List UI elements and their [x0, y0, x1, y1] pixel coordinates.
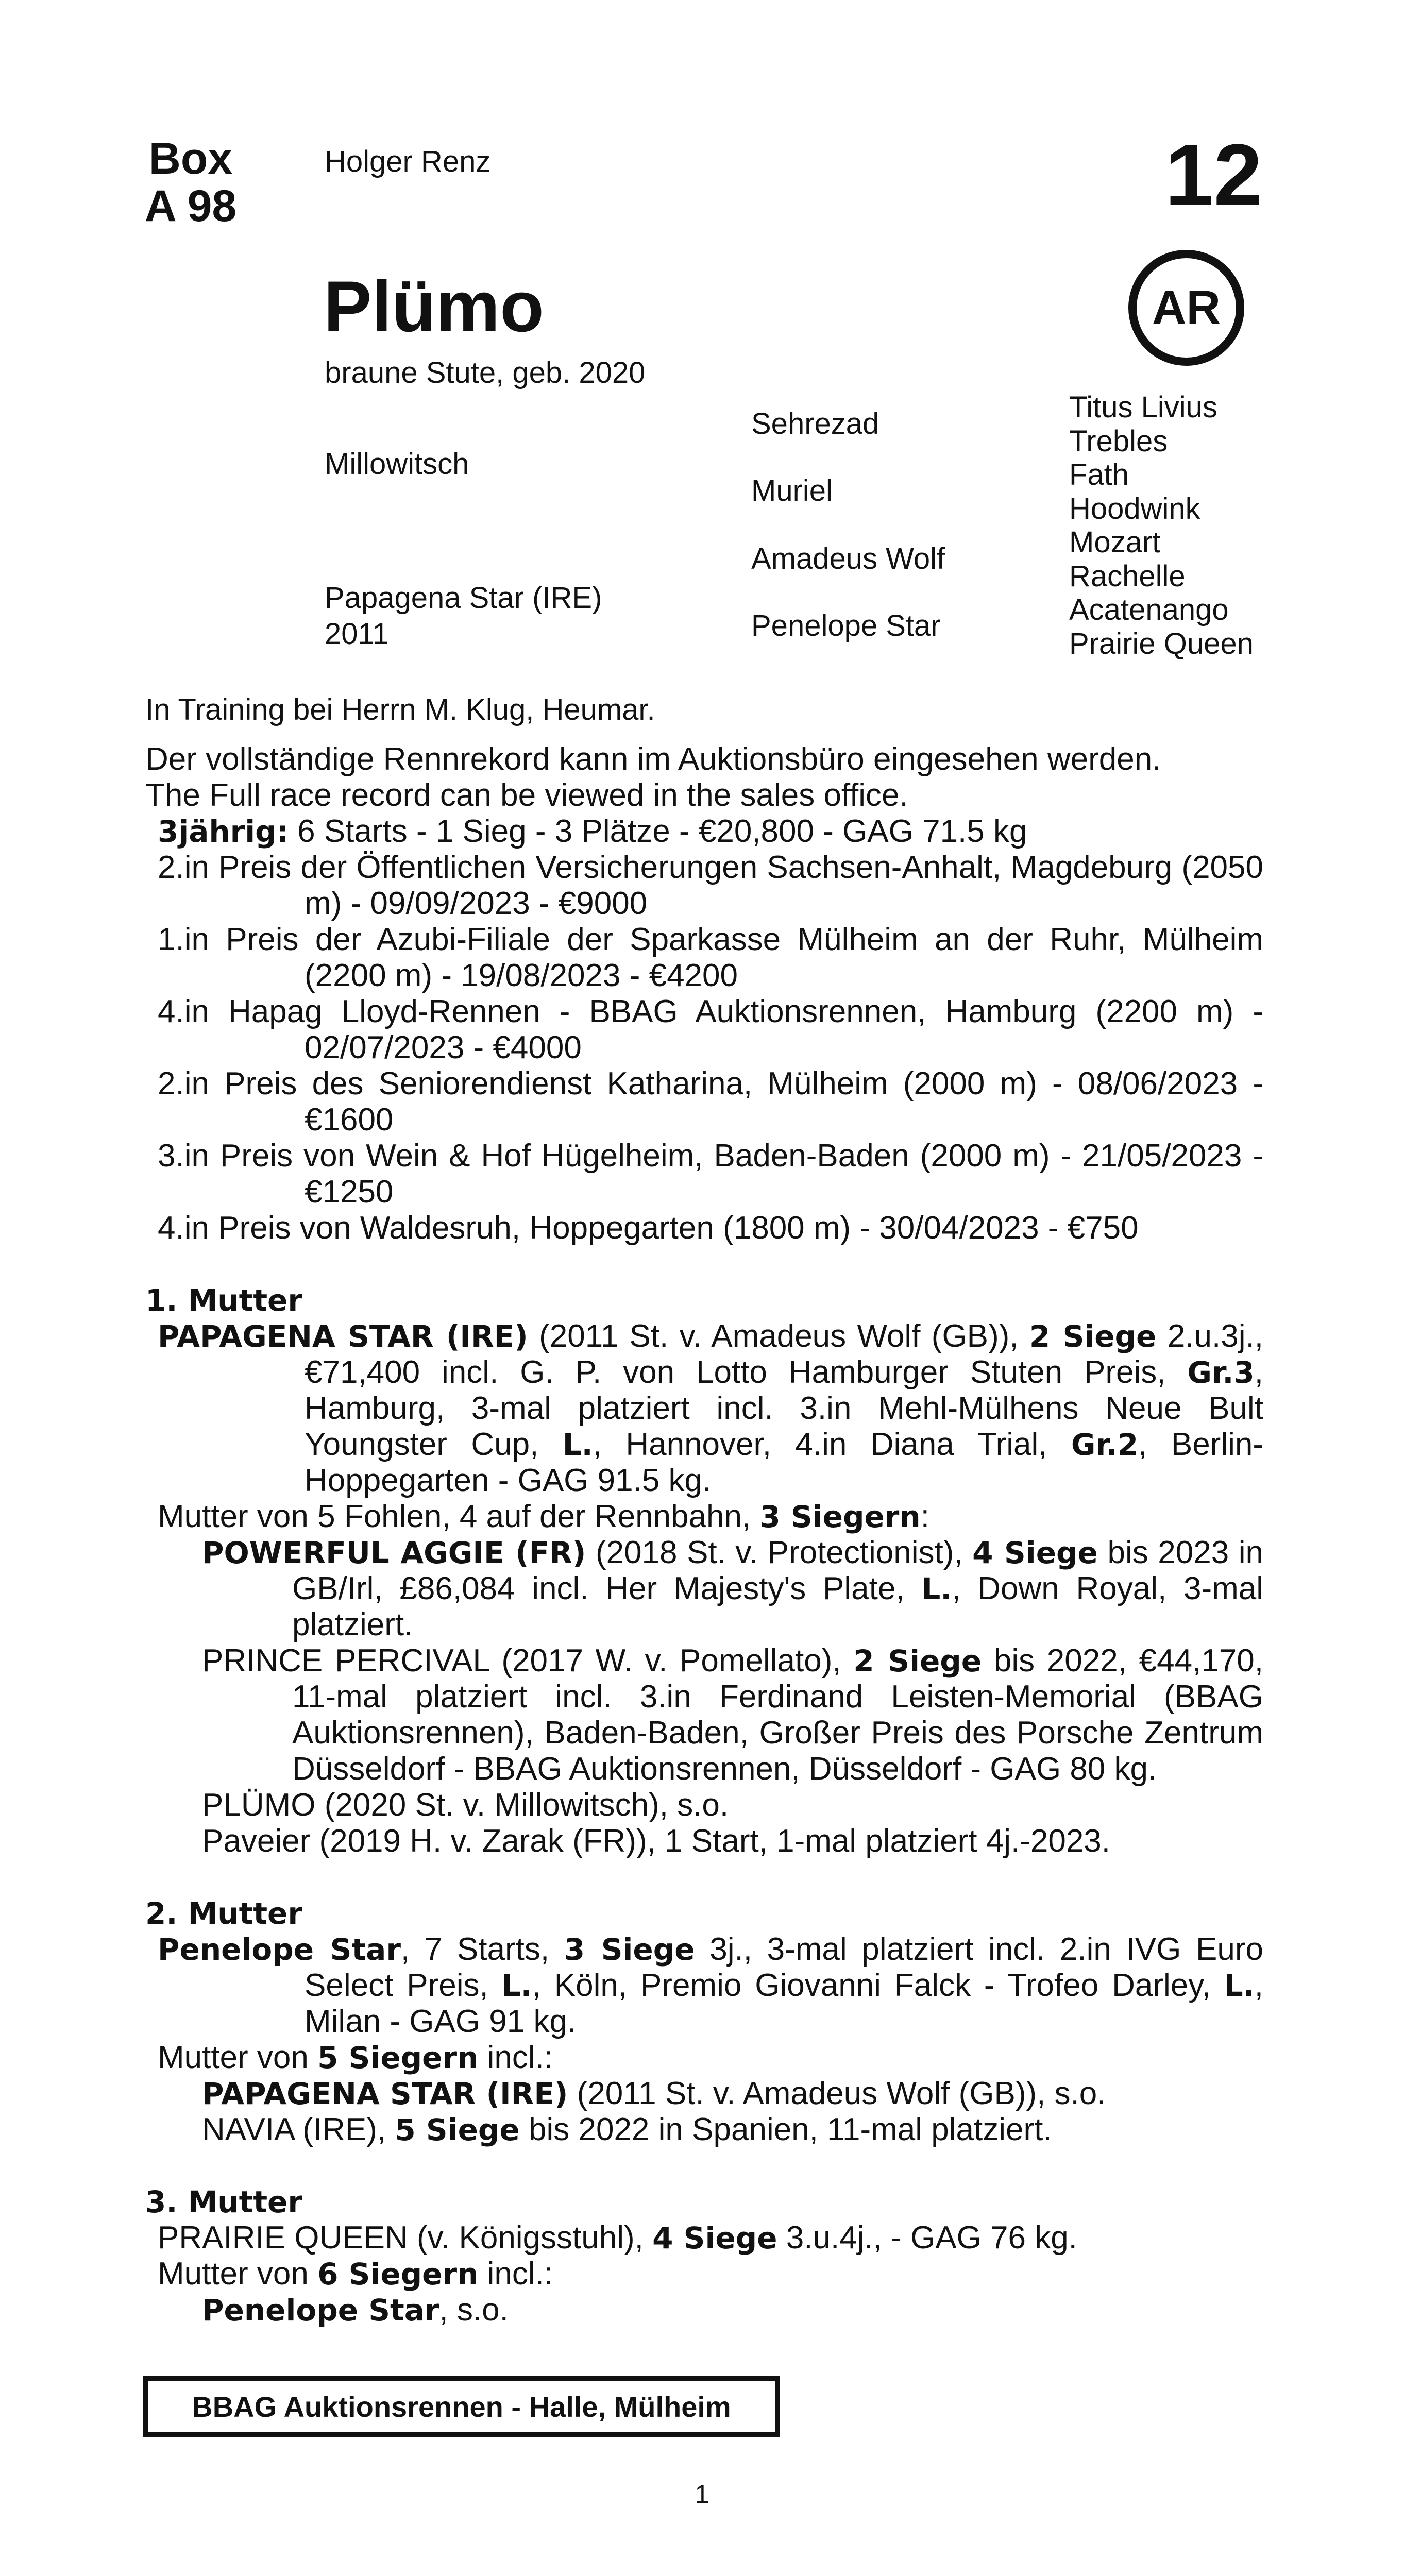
box-label — [131, 135, 250, 230]
record-note-de: Der vollständige Rennrekord kann im Auktionsbüro eingesehen werden. — [145, 741, 1161, 777]
text-segment: bis 2023 in GB/Irl, £86,084 incl. Her Majesty's Plate, — [292, 1535, 1263, 1606]
text-segment: Mutter von 5 Fohlen, 4 auf der Rennbahn, — [158, 1499, 760, 1534]
pedigree-grandparent: Sehrezad — [751, 407, 879, 440]
text-segment: , s.o. — [439, 2292, 509, 2328]
pedigree-grandparent: Muriel — [751, 474, 833, 507]
race-result: 3.in Preis von Wein & Hof Hügelheim, Baden-Baden (2000 m) - 21/05/2023 - €1250 — [158, 1138, 1263, 1210]
text-segment: , Milan - GAG 91 kg. — [305, 1968, 1263, 2039]
box-label-line-1: Box — [148, 134, 233, 183]
race-result: 2.in Preis der Öffentlichen Versicherungen Sachsen-Anhalt, Magdeburg (2050 m) - 09/09/2023 - €9000 — [158, 850, 1263, 921]
pedigree-dam: Papagena Star (IRE) — [325, 581, 602, 615]
first-dam-heading: 1. Mutter — [145, 1283, 302, 1318]
race-result: 2.in Preis des Seniorendienst Katharina, Mülheim (2000 m) - 08/06/2023 - €1600 — [158, 1066, 1263, 1138]
text-segment: , Köln, Premio Giovanni Falck - Trofeo Darley, — [532, 1968, 1224, 2003]
first-dam-entry — [158, 1318, 1263, 1499]
seller-name: Holger Renz — [325, 145, 491, 178]
text-segment: PRAIRIE QUEEN (v. Königsstuhl), — [158, 2220, 653, 2256]
winners-bold: 3 Siegern — [759, 1499, 921, 1534]
pedigree-great-grandparent: Acatenango — [1069, 593, 1229, 626]
horse-name: Plümo — [324, 266, 544, 347]
listed-bold: L. — [921, 1571, 952, 1606]
text-segment: 3.u.4j., - GAG 76 kg. — [777, 2220, 1077, 2256]
offspring-name: Penelope Star — [202, 2293, 439, 2328]
box-label-line-2: A 98 — [144, 181, 237, 231]
offspring-entry — [202, 1643, 1263, 1787]
race-qualification-text: BBAG Auktionsrennen - Halle, Mülheim — [192, 2390, 731, 2423]
wins-bold: 2 Siege — [1029, 1319, 1157, 1354]
text-segment: bis 2022, €44,170, 11-mal platziert incl. 3.in Ferdinand Leisten-Memorial (BBAG Auktionsrennen), Baden-Baden, Großer Preis des Porsche Zentrum Düsseldorf - BBAG Auktionsrennen, Düsseldorf - GAG 80 kg. — [292, 1643, 1263, 1787]
winners-bold: 6 Siegern — [317, 2257, 479, 2292]
ar-badge-label: AR — [1152, 281, 1221, 334]
text-segment: , 7 Starts, — [400, 1931, 564, 1967]
text-segment: 2.u.3j., €71,400 incl. G. P. von Lotto Hamburger Stuten Preis, — [305, 1318, 1263, 1390]
text-segment: PRINCE PERCIVAL (2017 W. v. Pomellato), — [202, 1643, 854, 1679]
pedigree-great-grandparent: Fath — [1069, 458, 1129, 492]
offspring-name: PAPAGENA STAR (IRE) — [202, 2076, 568, 2111]
second-dam-produce — [158, 2040, 1263, 2076]
pedigree-great-grandparent: Mozart — [1069, 526, 1161, 559]
offspring-entry: PLÜMO (2020 St. v. Millowitsch), s.o. — [202, 1787, 729, 1823]
text-segment: , Down Royal, 3-mal platziert. — [292, 1571, 1263, 1642]
page-number: 1 — [695, 2480, 709, 2509]
pedigree-great-grandparent: Titus Livius — [1069, 391, 1217, 424]
wins-bold: 5 Siege — [395, 2112, 520, 2147]
pedigree-grandparent: Penelope Star — [751, 609, 941, 642]
pedigree-great-grandparent: Rachelle — [1069, 559, 1186, 593]
wins-bold: 4 Siege — [652, 2221, 777, 2256]
text-segment: : — [920, 1499, 929, 1534]
listed-bold: L. — [501, 1968, 532, 2003]
third-dam-entry — [158, 2220, 1263, 2256]
third-dam-heading: 3. Mutter — [145, 2184, 302, 2219]
wins-bold: 3 Siege — [564, 1932, 695, 1967]
pedigree-great-grandparent: Trebles — [1069, 424, 1168, 458]
text-segment: 3j., 3-mal platziert incl. 2.in IVG Euro Select Preis, — [305, 1931, 1263, 2003]
pedigree-grandparent: Amadeus Wolf — [751, 542, 945, 575]
text-segment: , Hannover, 4.in Diana Trial, — [593, 1427, 1071, 1462]
race-summary — [158, 814, 1263, 850]
text-segment: (2018 St. v. Protectionist), — [586, 1535, 973, 1570]
grade-bold: Gr.3 — [1187, 1355, 1255, 1390]
first-dam-name: PAPAGENA STAR (IRE) — [158, 1319, 528, 1354]
offspring-entry — [202, 2112, 1263, 2148]
offspring-entry — [202, 1535, 1263, 1643]
listed-bold: L. — [562, 1427, 593, 1462]
text-segment: bis 2022 in Spanien, 11-mal platziert. — [519, 2112, 1052, 2147]
lot-number: 12 — [1164, 126, 1262, 224]
text-segment: (2011 St. v. Amadeus Wolf (GB)), — [528, 1318, 1029, 1354]
offspring-entry — [202, 2076, 1263, 2112]
pedigree-great-grandparent: Prairie Queen — [1069, 626, 1254, 660]
training-note: In Training bei Herrn M. Klug, Heumar. — [145, 693, 655, 726]
text-segment: Mutter von — [158, 2040, 318, 2075]
wins-bold: 2 Siege — [853, 1643, 982, 1679]
grade-bold: Gr.2 — [1071, 1427, 1139, 1462]
text-segment: (2011 St. v. Amadeus Wolf (GB)), s.o. — [568, 2076, 1106, 2111]
race-result: 1.in Preis der Azubi-Filiale der Sparkasse Mülheim an der Ruhr, Mülheim (2200 m) - 19/08/2023 - €4200 — [158, 922, 1263, 993]
third-dam-produce — [158, 2256, 1263, 2292]
text-segment: NAVIA (IRE), — [202, 2112, 395, 2147]
second-dam-name: Penelope Star — [158, 1932, 401, 1967]
summary-text: 6 Starts - 1 Sieg - 3 Plätze - €20,800 - GAG 71.5 kg — [288, 814, 1027, 849]
second-dam-entry — [158, 1931, 1263, 2040]
horse-description: braune Stute, geb. 2020 — [325, 356, 646, 389]
offspring-entry — [202, 2292, 1263, 2328]
pedigree-sire: Millowitsch — [325, 447, 469, 481]
offspring-name: POWERFUL AGGIE (FR) — [202, 1535, 586, 1570]
pedigree-dam-year: 2011 — [325, 617, 389, 651]
summary-label: 3jährig: — [158, 814, 289, 849]
text-segment: Mutter von — [158, 2256, 318, 2292]
pedigree-great-grandparent: Hoodwink — [1069, 492, 1200, 526]
offspring-entry: Paveier (2019 H. v. Zarak (FR)), 1 Start, 1-mal platziert 4j.-2023. — [202, 1823, 1111, 1859]
pedigree-great-grandparents — [1069, 391, 1254, 660]
text-segment: incl.: — [478, 2256, 553, 2292]
winners-bold: 5 Siegern — [317, 2040, 479, 2075]
text-segment: , Berlin-Hoppegarten - GAG 91.5 kg. — [305, 1427, 1264, 1498]
first-dam-produce — [158, 1499, 1263, 1535]
record-note-en: The Full race record can be viewed in the sales office. — [145, 777, 908, 813]
text-segment: incl.: — [478, 2040, 553, 2075]
race-result: 4.in Hapag Lloyd-Rennen - BBAG Auktionsrennen, Hamburg (2200 m) - 02/07/2023 - €4000 — [158, 994, 1263, 1065]
listed-bold: L. — [1224, 1968, 1255, 2003]
race-result: 4.in Preis von Waldesruh, Hoppegarten (1800 m) - 30/04/2023 - €750 — [158, 1210, 1139, 1246]
catalogue-body — [145, 693, 1263, 2328]
wins-bold: 4 Siege — [972, 1535, 1098, 1570]
second-dam-heading: 2. Mutter — [145, 1896, 302, 1931]
text-segment: , Hamburg, 3-mal platziert incl. 3.in Mehl-Mülhens Neue Bult Youngster Cup, — [305, 1354, 1263, 1462]
ar-badge — [1128, 250, 1244, 366]
race-qualification-box — [143, 2376, 780, 2437]
